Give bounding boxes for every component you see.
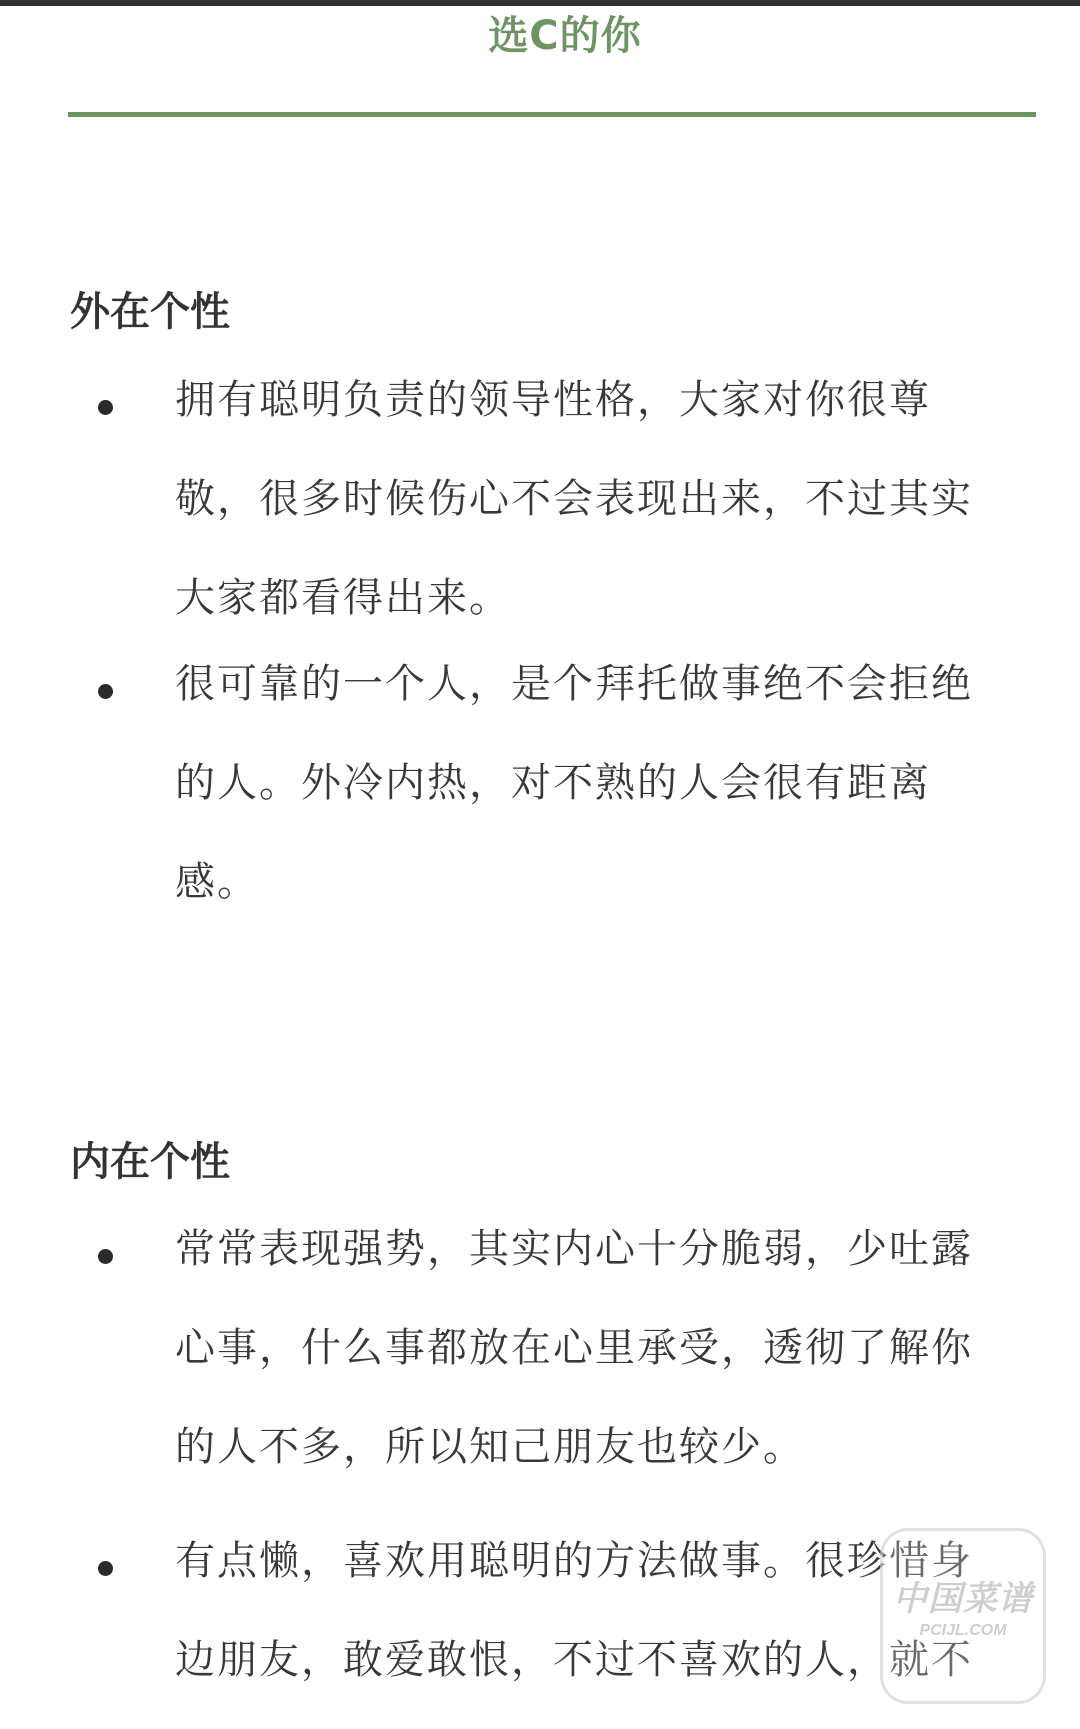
title-divider	[68, 112, 1036, 117]
bullet-icon	[98, 1561, 113, 1576]
bullet-icon	[98, 684, 113, 699]
bullet-icon	[98, 1249, 113, 1264]
bullet-icon	[98, 400, 113, 415]
watermark-name: 中国菜谱	[893, 1580, 1033, 1618]
section-heading-inner-personality: 内在个性	[70, 1139, 230, 1185]
watermark-domain: PCIJL.COM	[919, 1622, 1007, 1639]
site-watermark-logo	[880, 1528, 1046, 1704]
list-item-text: 很可靠的一个人，是个拜托做事绝不会拒绝的人。外冷内热，对不熟的人会很有距离感。	[175, 661, 973, 905]
list-item-text: 常常表现强势，其实内心十分脆弱，少吐露心事，什么事都放在心里承受，透彻了解你的人不多，所以知己朋友也较少。	[175, 1226, 973, 1470]
section-heading-outer-personality: 外在个性	[70, 289, 230, 335]
list-item-text: 拥有聪明负责的领导性格，大家对你很尊敬，很多时候伤心不会表现出来，不过其实大家都看得出来。	[175, 377, 973, 621]
page-title: 选C的你	[488, 13, 642, 59]
list-item-text: 有点懒，喜欢用聪明的方法做事。很珍惜身边朋友，敢爱敢恨，不过不喜欢的人，就不	[175, 1538, 973, 1683]
